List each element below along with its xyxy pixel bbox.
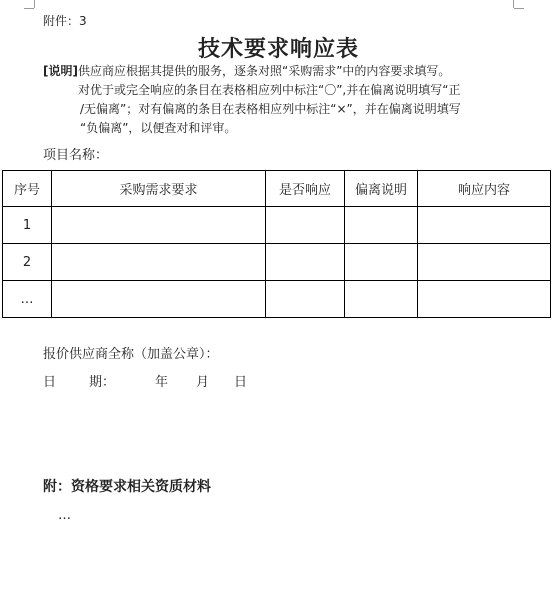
table-row — [3, 244, 551, 281]
cell-deviation[interactable] — [345, 244, 418, 281]
table-row — [3, 281, 551, 318]
header-content: 响应内容 — [418, 171, 551, 207]
page-corner-mark-left — [34, 0, 35, 8]
cell-deviation[interactable] — [345, 281, 418, 318]
page-title: 技术要求响应表 — [197, 36, 359, 62]
row-index: 1 — [3, 207, 52, 244]
page-corner-mark-right-h — [514, 8, 524, 9]
cell-responded[interactable] — [266, 207, 345, 244]
table-header-row — [3, 171, 551, 207]
project-name-label: 项目名称： — [43, 148, 109, 163]
attachment-number: 附件：3 — [43, 14, 87, 28]
note-line-2: 对优于或完全响应的条目在表格相应列中标注“〇”,并在偏离说明填写“正 — [78, 83, 461, 97]
cell-requirement[interactable] — [52, 207, 266, 244]
header-index: 序号 — [3, 171, 52, 207]
cell-requirement[interactable] — [52, 281, 266, 318]
cell-responded[interactable] — [266, 244, 345, 281]
header-responded: 是否响应 — [266, 171, 345, 207]
appendix-heading: 附：资格要求相关资质材料 — [43, 479, 211, 495]
row-index: 2 — [3, 244, 52, 281]
note-line-3: /无偏离”；对有偏离的条目在表格相应列中标注“×”，并在偏离说明填写 — [80, 102, 461, 116]
date-day: 日 — [234, 375, 248, 390]
note-line-1 — [43, 62, 450, 81]
header-deviation: 偏离说明 — [345, 171, 418, 207]
date-month: 月 — [196, 375, 210, 390]
cell-deviation[interactable] — [345, 207, 418, 244]
response-table — [2, 170, 551, 318]
page-corner-mark-left-h — [24, 8, 34, 9]
cell-requirement[interactable] — [52, 244, 266, 281]
header-requirement: 采购需求要求 — [52, 171, 266, 207]
page-corner-mark-right — [513, 0, 514, 8]
cell-content[interactable] — [418, 281, 551, 318]
date-year: 年 — [155, 375, 169, 390]
table-row — [3, 207, 551, 244]
quote-supplier-label: 报价供应商全称（加盖公章）： — [43, 347, 219, 362]
cell-content[interactable] — [418, 244, 551, 281]
note-text-1: 供应商应根据其提供的服务，逐条对照“采购需求”中的内容要求填写。 — [77, 64, 451, 78]
row-index: … — [3, 281, 52, 318]
cell-responded[interactable] — [266, 281, 345, 318]
note-label: [说明] — [43, 64, 78, 78]
cell-content[interactable] — [418, 207, 551, 244]
date-label-ri: 日 — [43, 375, 57, 390]
note-line-4: “负偏离”，以便查对和评审。 — [80, 121, 237, 135]
date-label-qi: 期： — [89, 375, 116, 390]
appendix-ellipsis: … — [58, 508, 71, 523]
